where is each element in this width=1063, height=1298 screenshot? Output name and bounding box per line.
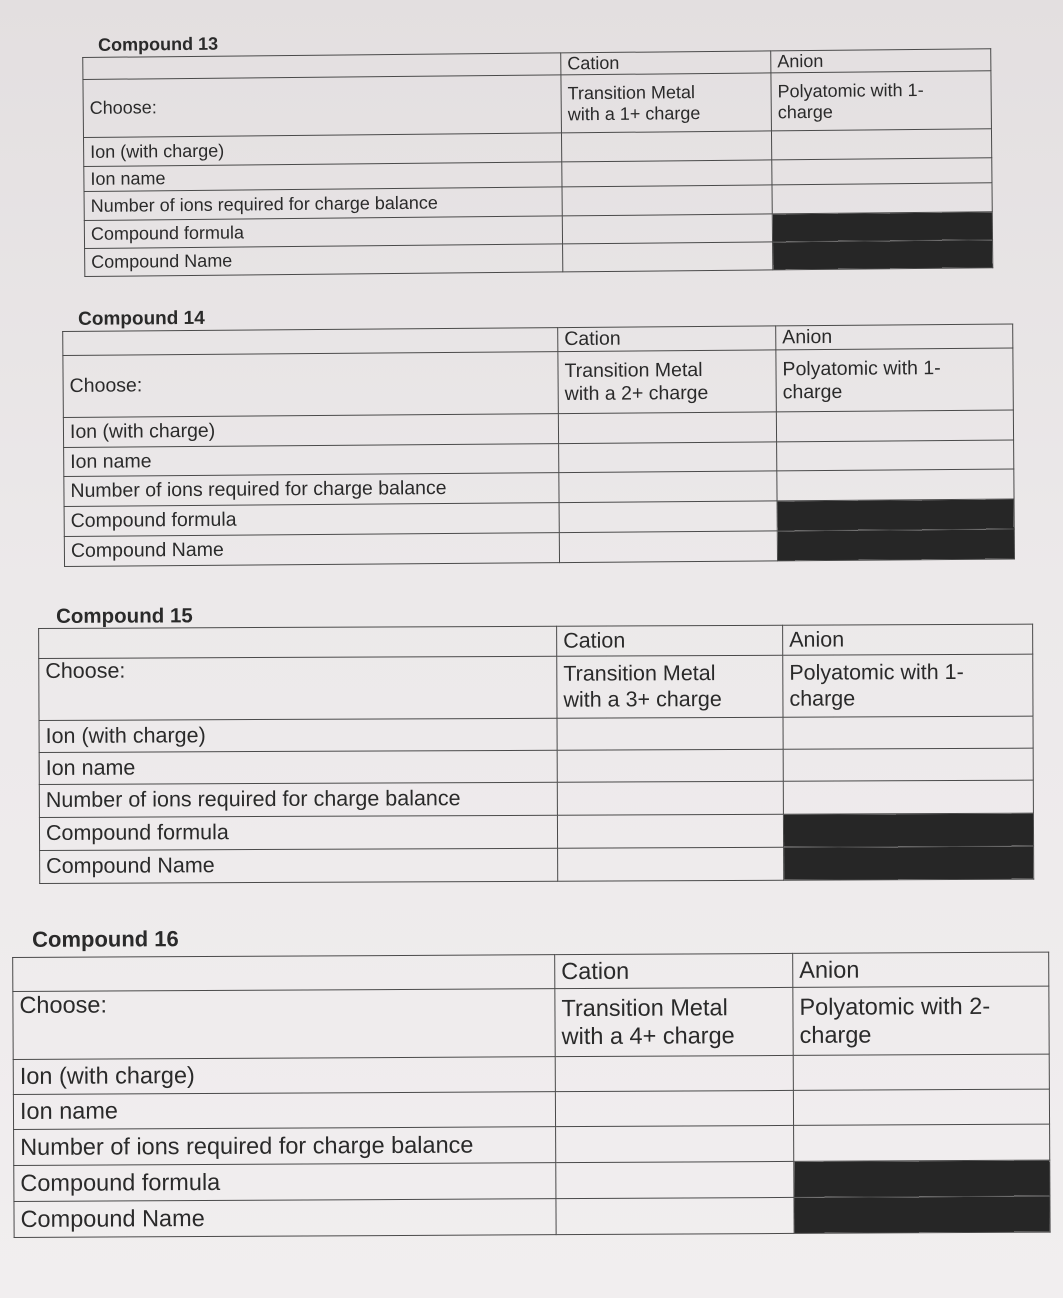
anion-answer-cell[interactable] (793, 1089, 1049, 1125)
row-label-ion-with-charge: Ion (with charge) (84, 133, 562, 167)
cation-type-line1: Transition Metal (563, 661, 716, 686)
compound-title: Compound 16 (32, 926, 179, 952)
anion-answer-cell[interactable] (783, 716, 1033, 749)
row-label-ion-with-charge: Ion (with charge) (13, 1057, 555, 1095)
row-label-compound-formula: Compound formula (39, 815, 557, 850)
compound-15-table (38, 624, 1034, 884)
anion-answer-cell[interactable] (783, 780, 1033, 814)
cation-answer-cell[interactable] (561, 131, 771, 162)
cation-type-line2: with a 3+ charge (563, 686, 722, 712)
row-label-number-of-ions: Number of ions required for charge balance (84, 187, 562, 221)
cation-answer-cell[interactable] (557, 749, 783, 782)
cation-type-line1: Transition Metal (567, 81, 696, 103)
anion-type-line1: Polyatomic with 1- (789, 660, 964, 685)
row-label-compound-name: Compound Name (85, 244, 563, 277)
anion-type-line2: charge (799, 1021, 872, 1048)
anion-answer-cell[interactable] (794, 1124, 1050, 1161)
shaded-cell (773, 240, 993, 270)
compound-name-answer-cell[interactable] (563, 242, 773, 272)
row-label-compound-name: Compound Name (40, 848, 558, 883)
cation-type (558, 350, 776, 414)
row-label-compound-formula: Compound formula (14, 1163, 556, 1202)
cation-type-line2: with a 4+ charge (561, 1021, 735, 1049)
choose-label: Choose: (13, 989, 555, 1060)
compound-13-table (82, 48, 993, 277)
shaded-cell (783, 813, 1033, 847)
shaded-cell (777, 499, 1014, 531)
cation-type (555, 987, 793, 1056)
anion-type (776, 348, 1013, 412)
compound-formula-answer-cell[interactable] (559, 501, 777, 533)
cation-answer-cell[interactable] (555, 1090, 793, 1126)
anion-type (771, 71, 992, 131)
cation-type (557, 655, 783, 718)
anion-type (783, 654, 1033, 717)
cation-type-line1: Transition Metal (561, 994, 728, 1021)
compound-formula-answer-cell[interactable] (556, 1161, 794, 1198)
anion-type (793, 986, 1049, 1055)
anion-answer-cell[interactable] (783, 748, 1033, 781)
cation-answer-cell[interactable] (562, 160, 772, 187)
row-label-number-of-ions: Number of ions required for charge balance (39, 782, 557, 817)
cation-header: Cation (558, 326, 776, 352)
compound-formula-answer-cell[interactable] (557, 814, 783, 848)
row-label-ion-name: Ion name (64, 444, 559, 477)
row-label-ion-with-charge: Ion (with charge) (39, 718, 557, 752)
anion-type-line2: charge (777, 101, 833, 123)
cation-answer-cell[interactable] (555, 1055, 793, 1091)
shaded-cell (784, 846, 1034, 880)
compound-title: Compound 13 (98, 33, 219, 55)
shaded-cell (777, 529, 1014, 561)
choose-label: Choose: (63, 352, 558, 418)
cation-header: Cation (555, 953, 793, 988)
blank-header-cell (39, 626, 557, 658)
row-label-compound-name: Compound Name (64, 533, 559, 567)
anion-answer-cell[interactable] (776, 410, 1013, 442)
choose-label: Choose: (83, 75, 562, 138)
anion-answer-cell[interactable] (772, 158, 992, 185)
cation-answer-cell[interactable] (558, 412, 776, 444)
compound-title: Compound 15 (56, 604, 193, 628)
row-label-ion-name: Ion name (13, 1092, 555, 1130)
compound-name-answer-cell[interactable] (559, 531, 777, 563)
anion-type-line1: Polyatomic with 1- (777, 79, 924, 101)
row-label-ion-name: Ion name (84, 162, 562, 192)
anion-header: Anion (771, 49, 991, 73)
row-label-ion-with-charge: Ion (with charge) (63, 414, 558, 448)
anion-header: Anion (776, 324, 1013, 350)
shaded-cell (794, 1196, 1050, 1233)
row-label-ion-name: Ion name (39, 750, 557, 784)
anion-type-line1: Polyatomic with 1- (782, 356, 941, 380)
anion-answer-cell[interactable] (777, 440, 1014, 471)
anion-header: Anion (793, 952, 1049, 987)
row-label-number-of-ions: Number of ions required for charge balance (14, 1127, 556, 1166)
compound-16-table (12, 952, 1050, 1238)
anion-type-line1: Polyatomic with 2- (799, 992, 991, 1020)
cation-answer-cell[interactable] (562, 185, 772, 216)
cation-header: Cation (557, 625, 783, 656)
shaded-cell (772, 212, 992, 242)
anion-answer-cell[interactable] (777, 469, 1014, 501)
row-label-compound-formula: Compound formula (84, 216, 562, 249)
anion-header: Anion (783, 624, 1033, 655)
cation-header: Cation (561, 51, 771, 75)
compound-name-answer-cell[interactable] (556, 1197, 794, 1234)
cation-type-line2: with a 1+ charge (567, 102, 701, 125)
cation-answer-cell[interactable] (559, 442, 777, 473)
compound-title: Compound 14 (78, 307, 205, 330)
anion-type-line2: charge (782, 380, 843, 403)
row-label-number-of-ions: Number of ions required for charge balance (64, 473, 559, 507)
cation-answer-cell[interactable] (557, 781, 783, 815)
row-label-compound-name: Compound Name (14, 1199, 556, 1238)
shaded-cell (794, 1160, 1050, 1197)
cation-type (561, 73, 772, 133)
compound-formula-answer-cell[interactable] (562, 214, 772, 244)
cation-type-line2: with a 2+ charge (564, 381, 709, 405)
cation-answer-cell[interactable] (557, 717, 783, 750)
cation-answer-cell[interactable] (556, 1125, 794, 1162)
compound-14-table (62, 324, 1015, 567)
anion-answer-cell[interactable] (793, 1054, 1049, 1090)
cation-type-line1: Transition Metal (564, 358, 703, 382)
blank-header-cell (13, 955, 555, 992)
anion-answer-cell[interactable] (771, 129, 991, 160)
anion-answer-cell[interactable] (772, 183, 992, 214)
row-label-compound-formula: Compound formula (64, 503, 559, 537)
cation-answer-cell[interactable] (559, 471, 777, 503)
choose-label: Choose: (39, 656, 557, 720)
compound-name-answer-cell[interactable] (558, 847, 784, 881)
anion-type-line2: charge (789, 685, 856, 711)
